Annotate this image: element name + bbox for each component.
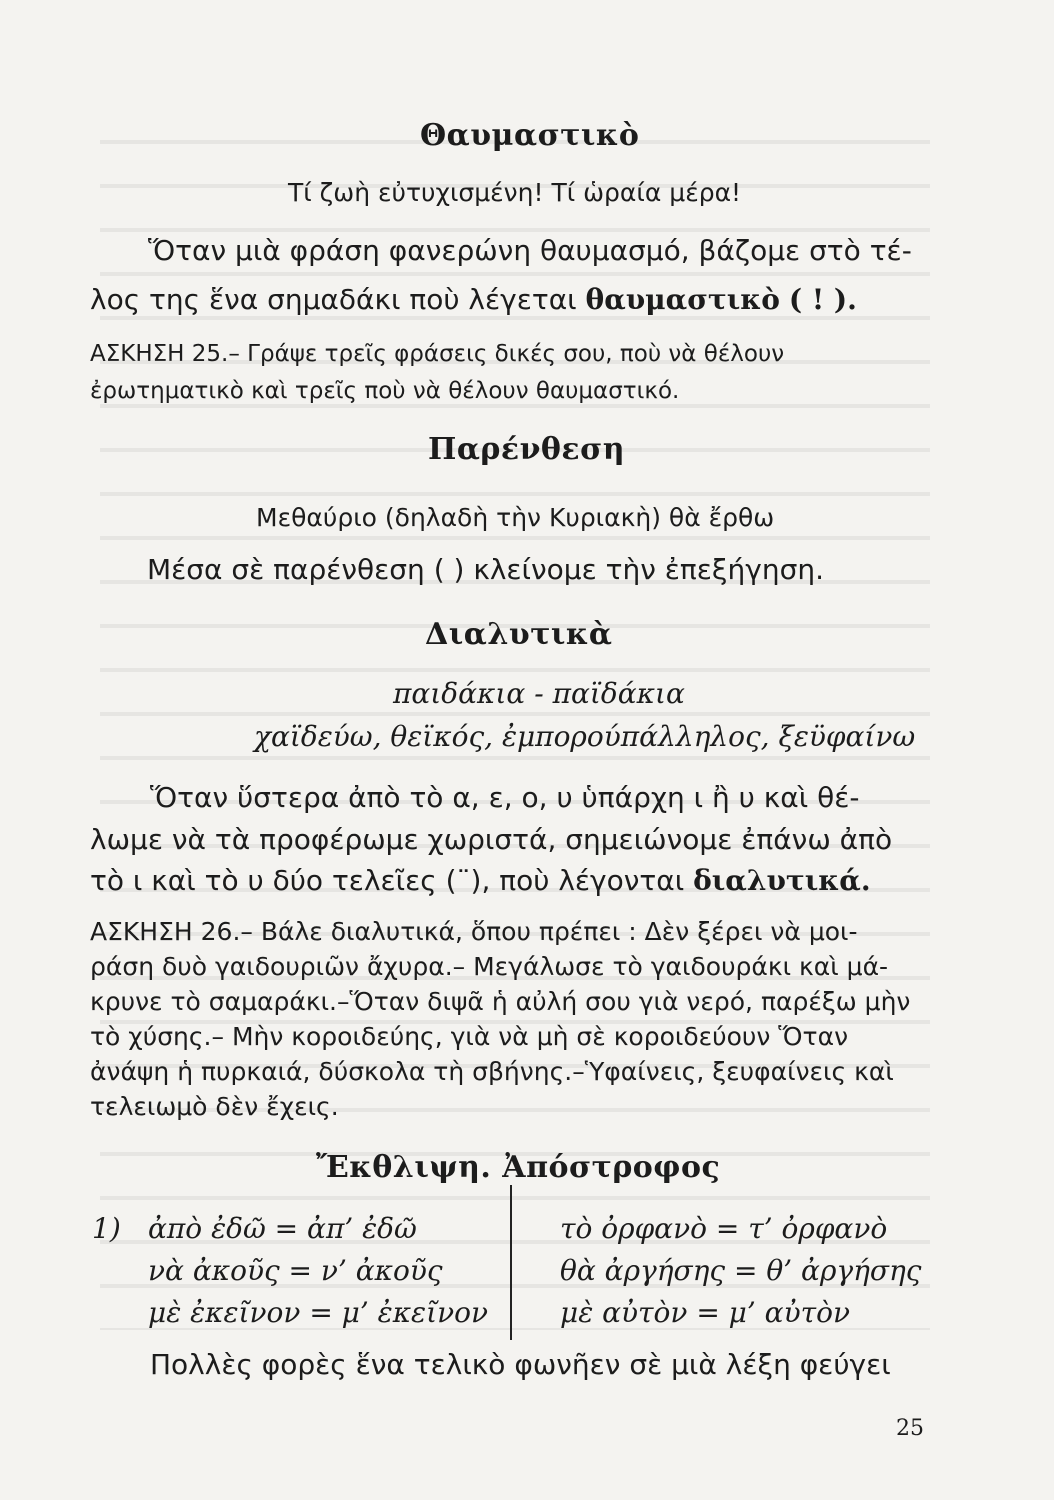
exclamation-example: Τί ζωὴ εὐτυχισμένη! Τί ὡραία μέρα! xyxy=(288,178,742,207)
elision-number: 1) xyxy=(92,1212,121,1245)
heading-diaeresis: Διαλυτικὰ xyxy=(425,617,613,652)
elision-right-row: τὸ ὀρφανὸ = τ’ ὀρφανὸ xyxy=(560,1212,888,1245)
diaeresis-example1: παιδάκια - παϊδάκια xyxy=(393,677,685,710)
exclamation-term: θαυμαστικὸ xyxy=(585,283,780,316)
page-number: 25 xyxy=(896,1416,924,1441)
elision-left-row: νὰ ἀκοῦς = ν’ ἀκοῦς xyxy=(148,1254,443,1287)
exclamation-rule-text: λος της ἕνα σημαδάκι ποὺ λέγεται xyxy=(90,283,577,316)
diaeresis-rule-line3 xyxy=(90,864,871,897)
parenthesis-rule: Μέσα σὲ παρένθεση ( ) κλείνομε τὴν ἐπεξήγηση. xyxy=(147,553,824,586)
exclamation-rule-line1: Ὅταν μιὰ φράση φανερώνη θαυμασμό, βάζομε στὸ τέ- xyxy=(148,234,912,267)
elision-closing-line: Πολλὲς φορὲς ἕνα τελικὸ φωνῆεν σὲ μιὰ λέξη φεύγει xyxy=(150,1348,891,1381)
exercise-26-line: ΑΣΚΗΣΗ 26.– Βάλε διαλυτικά, ὅπου πρέπει : Δὲν ξέρει νὰ μοι- xyxy=(90,917,858,946)
elision-left-row: μὲ ἐκεῖνον = μ’ ἐκεῖνον xyxy=(148,1296,488,1329)
diaeresis-term: διαλυτικά. xyxy=(693,864,871,897)
exercise-26-line: τὸ χύσης.– Μὴν κοροιδεύης, γιὰ νὰ μὴ σὲ κοροιδεύουν Ὅταν xyxy=(90,1022,849,1051)
exercise-26-line: ἀνάψη ἡ πυρκαιά, δύσκολα τὴ σβήνης.–Ὑφαίνεις, ξευφαίνεις καὶ xyxy=(90,1057,894,1086)
parenthesis-example: Μεθαύριο (δηλαδὴ τὴν Κυριακὴ) θὰ ἔρθω xyxy=(256,503,775,532)
exercise-25-line1: ΑΣΚΗΣΗ 25.– Γράψε τρεῖς φράσεις δικές σου, ποὺ νὰ θέλουν xyxy=(90,341,785,367)
exercise-26-line: τελειωμὸ δὲν ἔχεις. xyxy=(90,1092,339,1121)
diaeresis-rule-text: τὸ ι καὶ τὸ υ δύο τελεῖες (¨), ποὺ λέγονται xyxy=(90,864,685,897)
diaeresis-example2: χαϊδεύω, θεϊκός, ἐμπορούπάλληλος, ξεϋφαίνω xyxy=(254,720,916,753)
heading-elision: Ἔκθλιψη. Ἀπόστροφος xyxy=(316,1150,721,1185)
exercise-25-line2: ἐρωτηματικὸ καὶ τρεῖς ποὺ νὰ θέλουν θαυμαστικό. xyxy=(90,378,680,404)
heading-parenthesis: Παρένθεση xyxy=(428,432,626,467)
diaeresis-rule-line2: λωμε νὰ τὰ προφέρωμε χωριστά, σημειώνομε ἐπάνω ἀπὸ xyxy=(90,823,893,856)
exercise-26-line: ράση δυὸ γαιδουριῶν ἄχυρα.– Μεγάλωσε τὸ γαιδουράκι καὶ μά- xyxy=(90,952,889,981)
exclamation-rule-line2 xyxy=(90,283,857,316)
exercise-26-line: κρυνε τὸ σαμαράκι.–Ὅταν διψᾶ ἡ αὐλή σου γιὰ νερό, παρέξω μὴν xyxy=(90,987,911,1016)
diaeresis-rule-line1: Ὅταν ὕστερα ἀπὸ τὸ α, ε, ο, υ ὑπάρχη ι ἢ υ καὶ θέ- xyxy=(150,781,860,814)
elision-right-row: θὰ ἀργήσης = θ’ ἀργήσης xyxy=(560,1254,922,1287)
elision-right-row: μὲ αὐτὸν = μ’ αὐτὸν xyxy=(560,1296,850,1329)
column-divider xyxy=(510,1185,512,1340)
heading-exclamation: Θαυμαστικὸ xyxy=(420,118,640,153)
elision-left-row: ἀπὸ ἐδῶ = ἀπ’ ἐδῶ xyxy=(148,1212,417,1245)
exclamation-symbol: ( ! ). xyxy=(788,283,857,316)
